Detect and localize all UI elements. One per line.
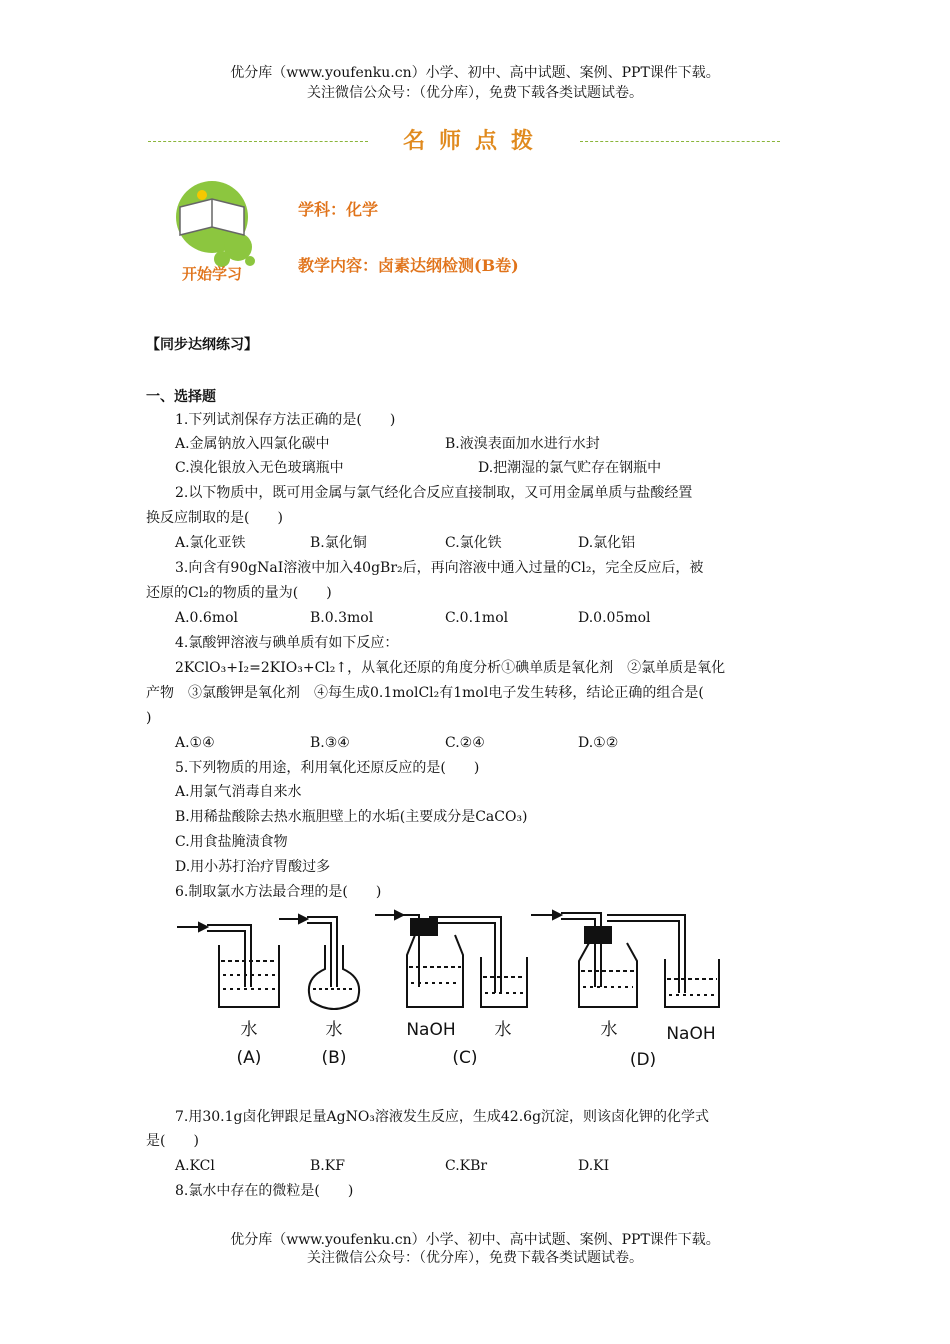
logo-caption: 开始学习 — [181, 265, 243, 283]
label-water-b: 水 — [325, 1020, 343, 1040]
q5-option-a: A.用氯气消毒自来水 — [175, 784, 302, 800]
q4-option-a: A.①④ — [175, 735, 215, 751]
label-b: (B) — [321, 1048, 347, 1068]
q7-option-d: D.KI — [578, 1158, 610, 1174]
footer-line-2: 关注微信公众号：（优分库），免费下载各类试题试卷。 — [307, 1250, 643, 1266]
q2-option-c: C.氯化铁 — [445, 535, 502, 551]
label-c: (C) — [452, 1048, 478, 1068]
apparatus-d — [531, 911, 719, 1007]
q1-option-a: A.金属钠放入四氯化碳中 — [175, 436, 330, 452]
label-water-a: 水 — [240, 1020, 258, 1040]
q7-stem-line2: 是( ) — [146, 1133, 199, 1149]
chlorine-water-apparatus-diagram — [175, 905, 735, 1075]
q2-option-b: B.氯化铜 — [310, 535, 367, 551]
q3-option-c: C.0.1mol — [445, 610, 509, 626]
practice-heading: 【同步达纲练习】 — [146, 337, 258, 353]
apparatus-a — [177, 923, 279, 1007]
q7-option-c: C.KBr — [445, 1158, 488, 1174]
q5-option-d: D.用小苏打治疗胃酸过多 — [175, 859, 331, 875]
q2-stem-line2: 换反应制取的是( ) — [146, 510, 283, 526]
q3-option-b: B.0.3mol — [310, 610, 374, 626]
banner-title: 名师点拨 — [402, 128, 547, 154]
q4-stem-line1: 4.氯酸钾溶液与碘单质有如下反应： — [175, 635, 399, 651]
q7-option-b: B.KF — [310, 1158, 345, 1174]
apparatus-b — [279, 915, 359, 1009]
label-d: (D) — [629, 1050, 657, 1070]
q8-stem: 8.氯水中存在的微粒是( ) — [175, 1183, 354, 1199]
label-naoh-d: NaOH — [666, 1024, 716, 1044]
label-water-c: 水 — [494, 1020, 512, 1040]
q2-option-d: D.氯化铝 — [578, 535, 636, 551]
q4-option-c: C.②④ — [445, 735, 485, 751]
q7-stem-line1: 7.用30.1g卤化钾跟足量AgNO₃溶液发生反应，生成42.6g沉淀，则该卤化钾的化学式 — [175, 1109, 710, 1125]
q1-stem: 1.下列试剂保存方法正确的是( ) — [175, 412, 396, 428]
q6-stem: 6.制取氯水方法最合理的是( ) — [175, 884, 382, 900]
header-line-1: 优分库（www.youfenku.cn）小学、初中、高中试题、案例、PPT课件下载。 — [230, 65, 720, 81]
q4-stem-line2: 2KClO₃+I₂=2KIO₃+Cl₂↑，从氧化还原的角度分析①碘单质是氧化剂 ②氯单质是氧化 — [175, 660, 726, 676]
q1-option-c: C.溴化银放入无色玻璃瓶中 — [175, 460, 344, 476]
q2-option-a: A.氯化亚铁 — [175, 535, 246, 551]
label-naoh-c: NaOH — [406, 1020, 456, 1040]
apparatus-c — [375, 911, 527, 1007]
footer-line-1: 优分库（www.youfenku.cn）小学、初中、高中试题、案例、PPT课件下载。 — [230, 1232, 720, 1248]
q2-stem-line1: 2.以下物质中，既可用金属与氯气经化合反应直接制取，又可用金属单质与盐酸经置 — [175, 485, 693, 501]
banner-divider-right — [580, 141, 780, 142]
q3-option-d: D.0.05mol — [578, 610, 651, 626]
q4-stem-line3: 产物 ③氯酸钾是氧化剂 ④每生成0.1molCl₂有1mol电子发生转移，结论正确的组合是( — [146, 685, 704, 701]
q4-stem-line4: ) — [146, 710, 152, 726]
start-learning-logo — [160, 175, 270, 285]
banner-divider-left — [148, 141, 368, 142]
subject-label: 学科：化学 — [298, 200, 379, 219]
choice-heading: 一、选择题 — [146, 389, 216, 405]
q4-option-d: D.①② — [578, 735, 619, 751]
q3-stem-line1: 3.向含有90gNaI溶液中加入40gBr₂后，再向溶液中通入过量的Cl₂，完全反应后，被 — [175, 560, 704, 576]
label-a: (A) — [236, 1048, 262, 1068]
q3-stem-line2: 还原的Cl₂的物质的量为( ) — [146, 585, 332, 601]
q7-option-a: A.KCl — [175, 1158, 215, 1174]
q3-option-a: A.0.6mol — [175, 610, 239, 626]
q5-option-b: B.用稀盐酸除去热水瓶胆壁上的水垢(主要成分是CaCO₃) — [175, 809, 528, 825]
q1-option-b: B.液溴表面加水进行水封 — [445, 436, 600, 452]
q5-option-c: C.用食盐腌渍食物 — [175, 834, 288, 850]
label-water-d: 水 — [600, 1020, 618, 1040]
header-line-2: 关注微信公众号：（优分库），免费下载各类试题试卷。 — [307, 85, 643, 101]
content-label: 教学内容：卤素达纲检测(B卷) — [298, 256, 519, 275]
q4-option-b: B.③④ — [310, 735, 350, 751]
q5-stem: 5.下列物质的用途，利用氧化还原反应的是( ) — [175, 760, 480, 776]
q1-option-d: D.把潮湿的氯气贮存在钢瓶中 — [478, 460, 662, 476]
